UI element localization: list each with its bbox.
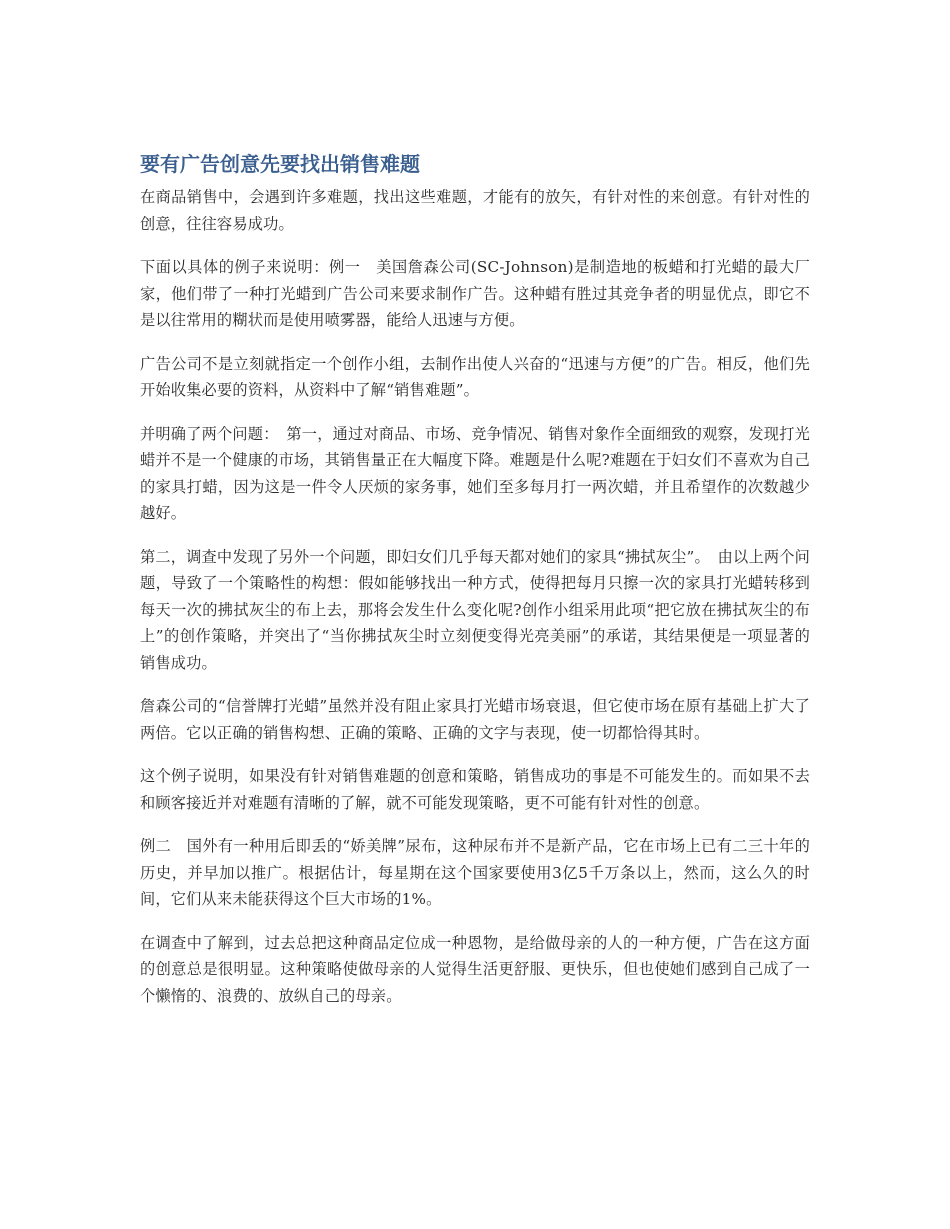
paragraph-intro: 在商品销售中，会遇到许多难题，找出这些难题，才能有的放矢，有针对性的来创意。有针对性的创意，往往容易成功。 (140, 188, 810, 233)
paragraph-agency-approach: 广告公司不是立刻就指定一个创作小组，去制作出使人兴奋的“迅速与方便”的广告。相反，他们先开始收集必要的资料，从资料中了解“销售难题”。 (140, 354, 810, 399)
paragraph-result: 詹森公司的“信誉牌打光蜡”虽然并没有阻止家具打光蜡市场衰退，但它使市场在原有基础上扩大了两倍。它以正确的销售构想、正确的策略、正确的文字与表现，使一切都恰得其时。 (140, 697, 810, 742)
paragraph-research-finding: 在调查中了解到，过去总把这种商品定位成一种恩物，是给做母亲的人的一种方便，广告在这方面的创意总是很明显。这种策略使做母亲的人觉得生活更舒服、更快乐，但也使她们感到自己成了一个懒惰的、浪费的、放纵自己的母亲。 (140, 933, 810, 1005)
document-page (140, 150, 810, 1026)
paragraph-example-one: 下面以具体的例子来说明：例一 美国詹森公司(SC-Johnson)是制造地的板蜡和打光蜡的最大厂家，他们带了一种打光蜡到广告公司来要求制作广告。这种蜡有胜过其竞争者的明显优点，即它不是以往常用的糊状而是使用喷雾器，能给人迅速与方便。 (140, 258, 810, 329)
paragraph-lesson: 这个例子说明，如果没有针对销售难题的创意和策略，销售成功的事是不可能发生的。而如果不去和顾客接近并对难题有清晰的了解，就不可能发现策略，更不可能有针对性的创意。 (140, 767, 810, 812)
paragraph-example-two: 例二 国外有一种用后即丢的“娇美牌”尿布，这种尿布并不是新产品，它在市场上已有二三十年的历史，并早加以推广。根据估计，每星期在这个国家要使用3亿5千万条以上，然而，这么久的时间，它们从来未能获得这个巨大市场的1%。 (140, 837, 810, 908)
paragraph-second-problem: 第二，调查中发现了另外一个问题，即妇女们几乎每天都对她们的家具“拂拭灰尘”。 由以上两个问题，导致了一个策略性的构想：假如能够找出一种方式，使得把每月只擦一次的家具打光蜡转移到每天一次的拂拭灰尘的布上去，那将会发生什么变化呢?创作小组采用此项“把它放在拂拭灰尘的布上”的创作策略，并突出了“当你拂拭灰尘时立刻便变得光亮美丽”的承诺，其结果便是一项显著的销售成功。 (140, 547, 810, 672)
paragraph-first-problem: 并明确了两个问题： 第一，通过对商品、市场、竞争情况、销售对象作全面细致的观察，发现打光蜡并不是一个健康的市场，其销售量正在大幅度下降。难题是什么呢?难题在于妇女们不喜欢为自己的家具打蜡，因为这是一件令人厌烦的家务事，她们至多每月打一两次蜡，并且希望作的次数越少越好。 (140, 424, 811, 522)
document-title: 要有广告创意先要找出销售难题 (140, 152, 420, 176)
